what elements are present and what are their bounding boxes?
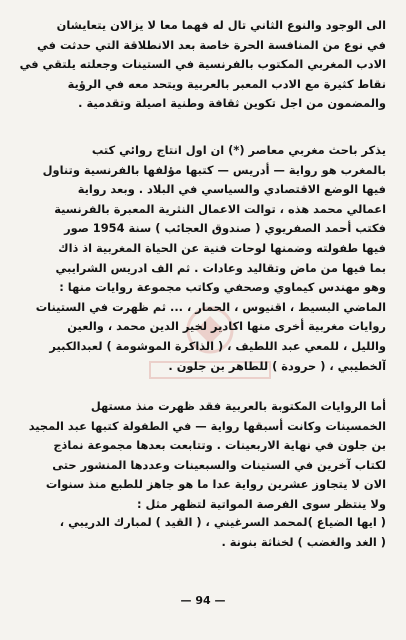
paragraph-3 <box>18 397 386 515</box>
text-line: لكتاب آخرين في الستينات والسبعينات وعددها المنشور حتى <box>52 457 386 472</box>
text-line: في نوع من المنافسة الحرة خاصة بعد الانطلاقة التي حدثت في <box>37 37 386 52</box>
text-line: يذكر باحث مغربي معاصر (*) ان اول انتاج روائي كتب <box>91 143 386 157</box>
text-line: والمضمون من اجل تكوين ثقافة وطنية اصيلة وتقدمية . <box>78 96 386 111</box>
text-line: فيها طفولته وضمنها لوحات فنية عن الحياة المغربية اذ ذاك <box>58 240 386 255</box>
text-line: الى الوجود والنوع الثاني تال له فهما معا لا يزالان يتعايشان <box>56 18 386 32</box>
text-line: فكتب أحمد الصفريوي ( صندوق العجائب ) سنة 1954 صور <box>64 221 386 236</box>
text-line: الماضي البسيط ، اقنيوس ، الحمار ، ... ثم ظهرت في الستينات <box>35 299 386 314</box>
text-line: نقاط كثيرة مع الادب المعبر بالعربية ويتحد معه في الرؤية <box>67 76 386 91</box>
text-line: الان لا يتجاوز عشرين رواية عدا ما هو جاهز للطبع منذ سنوات <box>45 477 386 492</box>
text-line: ( الغد والغضب ) لخناثة بنونة . <box>221 534 386 549</box>
text-line: بالمغرب هو رواية — أدريس — كتبها مؤلفها بالفرنسية وتناول <box>42 162 386 177</box>
text-line: اعمالي محمد هذه ، توالت الاعمال النثرية المعبرة بالفرنسية <box>54 201 386 216</box>
text-line: فيها الوضع الاقتصادي والسياسي في البلاد . وبعد رواية <box>77 182 386 197</box>
text-line: ( ايها الضياع )لمحمد السرغيني ، ( القيد ) لمبارك الدريبي ، <box>59 515 386 529</box>
text-line: والليل ، للمعي عبد اللطيف ، ( الذاكرة الموشومة ) لعبدالكبير <box>49 338 386 353</box>
text-line: الادب المغربي المكتوب بالفرنسية في الستينات وجعلته يلتقي في <box>19 57 386 72</box>
text-line: بما فيها من ماض وتقاليد وعادات . ثم الف ادريس الشرايبي <box>55 260 386 275</box>
paragraph-2 <box>18 141 386 376</box>
text-line: روايات مغربية أخرى منها اكادير لخير الدين محمد ، والعين <box>67 319 386 334</box>
paragraph-4 <box>18 513 386 552</box>
text-line: أما الروايات المكتوبة بالعربية فقد ظهرت منذ مستهل <box>90 399 386 413</box>
text-line: وهو مهندس كيماوي وصحفي وكاتب مجموعة روايات منها : <box>59 280 386 295</box>
paragraph-1 <box>18 16 386 114</box>
text-line: ولا ينتظر سوى الفرصة المواتية لتظهر مثل : <box>137 496 386 511</box>
page-number: — 94 — <box>180 594 226 607</box>
text-line: الخمسينات وكانت أسبقها رواية — في الطفولة كتبها عبد المجيد <box>28 418 386 433</box>
text-line: آلخطيبي ، ( حرودة ) للطاهر بن جلون . <box>168 358 386 373</box>
text-line: بن جلون في نهاية الاربعينات . وتتابعت بعدها مجموعة نماذج <box>53 438 386 453</box>
